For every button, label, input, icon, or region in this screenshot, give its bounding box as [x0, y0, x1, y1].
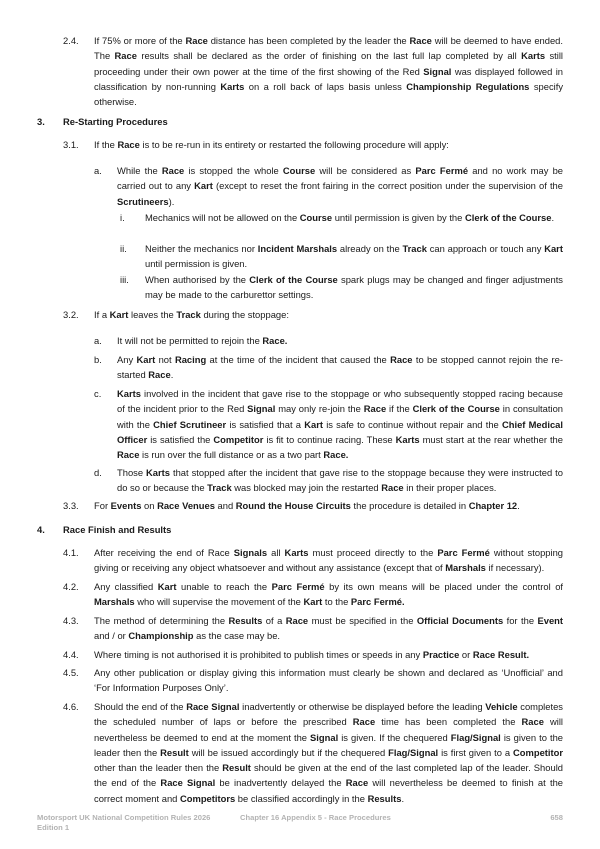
footer-publication: Motorsport UK National Competition Rules 2026 — [37, 813, 211, 822]
clause-3-3-text: For Events on Race Venues and Round the House Circuits the procedure is detailed in Chapter 12. — [94, 500, 520, 511]
page-number: 658 — [550, 813, 563, 822]
section-number: 3. — [37, 116, 45, 127]
clause-3-1-a-ii-text: Neither the mechanics nor Incident Marshals already on the Track can approach or touch any Kart until permission is given. — [145, 243, 563, 270]
clause-number: 4.1. — [63, 547, 79, 558]
clause-4-1-text: After receiving the end of Race Signals all Karts must proceed directly to the Parc Fermé without stopping giving or receiving any object whatsoever and without any assistance (except that of Marshals if necessary). — [94, 547, 564, 574]
subitem-numeral: i. — [120, 212, 125, 223]
clause-number: 3.2. — [63, 309, 79, 320]
clause-3-2-c-text: Karts involved in the incident that gave rise to the stoppage or who subsequently stopped racing because of the incident prior to the Red Signal may only re-join the Race if the Clerk of the Course in consultation with the Chief Scrutineer is satisfied that a Kart is safe to continue without repair and the Chief Medical Officer is satisfied the Competitor is fit to continue racing. These Karts must start at the rear whether the Race is run over the full distance or as a two part Race. — [117, 388, 564, 461]
clause-3-2-b-text: Any Kart not Racing at the time of the incident that caused the Race to be stopped cannot rejoin the re- started Race. — [117, 354, 563, 381]
clause-number: 4.3. — [63, 615, 79, 626]
clause-4-2-text: Any classified Kart unable to reach the Parc Fermé by its own means will be placed under the control of Marshals who will supervise the movement of the Kart to the Parc Fermé. — [94, 581, 564, 608]
clause-number: 4.4. — [63, 649, 79, 660]
section-title: Re-Starting Procedures — [63, 116, 168, 127]
clause-4-3-text: The method of determining the Results of a Race must be specified in the Official Documents for the Event and / or Championship as the case may be. — [94, 615, 564, 642]
item-letter: d. — [94, 467, 102, 478]
clause-4-5-text: Any other publication or display giving this information must clearly be shown and declared as ‘Unofficial’ and ‘For Information Purposes Only’. — [94, 667, 563, 694]
clause-4-6-text: Should the end of the Race Signal inadvertently or otherwise be displayed before the leading Vehicle completes the scheduled number of laps or before the prescribed Race time has been completed the Race will nevertheless be deemed to end at the moment the Signal is given. If the chequered Flag/Signal is given to the leader then the Result will be issued accordingly but if the chequered Flag/Signal is first given to a Competitor other than the leader then the Result should be given at the end of the last completed lap of the leader. Should the end of the Race Signal be inadvertently delayed the Race will nevertheless be deemed to finish at the correct moment and Competitors be classified accordingly in the Results. — [94, 701, 564, 804]
footer-chapter: Chapter 16 Appendix 5 - Race Procedures — [240, 813, 391, 822]
item-letter: a. — [94, 165, 102, 176]
clause-number: 3.3. — [63, 500, 79, 511]
clause-3-2-a-text: It will not be permitted to rejoin the Race. — [117, 335, 288, 346]
subitem-numeral: ii. — [120, 243, 127, 254]
clause-2-4-text: If 75% or more of the Race distance has been completed by the leader the Race will be deemed to have ended. The Race results shall be declared as the order of finishing on the last full lap completed by all Karts still proceeding under their own power at the time of the first showing of the Red Signal was displayed followed in classification by non-running Karts on a roll back of laps basis unless Championship Regulations specify otherwise. — [94, 35, 564, 108]
clause-3-2-d-text: Those Karts that stopped after the incident that gave rise to the stoppage because they were instructed to do so or because the Track was blocked may join the restarted Race in their proper places. — [117, 467, 563, 494]
clause-3-1-a-i-text: Mechanics will not be allowed on the Course until permission is given by the Clerk of the Course. — [145, 212, 555, 223]
item-letter: c. — [94, 388, 102, 399]
clause-number: 2.4. — [63, 35, 79, 46]
clause-4-4-text: Where timing is not authorised it is prohibited to publish times or speeds in any Practice or Race Result. — [94, 649, 530, 660]
section-number: 4. — [37, 524, 45, 535]
clause-number: 3.1. — [63, 139, 79, 150]
clause-number: 4.6. — [63, 701, 79, 712]
clause-3-1-text: If the Race is to be re-run in its entirety or restarted the following procedure will apply: — [94, 139, 449, 150]
clause-3-2-text: If a Kart leaves the Track during the stoppage: — [94, 309, 289, 320]
footer-edition: Edition 1 — [37, 823, 70, 832]
item-letter: a. — [94, 335, 102, 346]
section-title: Race Finish and Results — [63, 524, 172, 535]
clause-number: 4.5. — [63, 667, 79, 678]
clause-number: 4.2. — [63, 581, 79, 592]
clause-3-1-a-text: While the Race is stopped the whole Course will be considered as Parc Fermé and no work may be carried out to any Kart (except to reset the front fairing in the correct position under the supervision of the Scrutineers). — [117, 165, 563, 207]
clause-3-1-a-iii-text: When authorised by the Clerk of the Course spark plugs may be changed and finger adjustments may be made to the carburettor settings. — [145, 274, 563, 301]
item-letter: b. — [94, 354, 102, 365]
subitem-numeral: iii. — [120, 274, 129, 285]
